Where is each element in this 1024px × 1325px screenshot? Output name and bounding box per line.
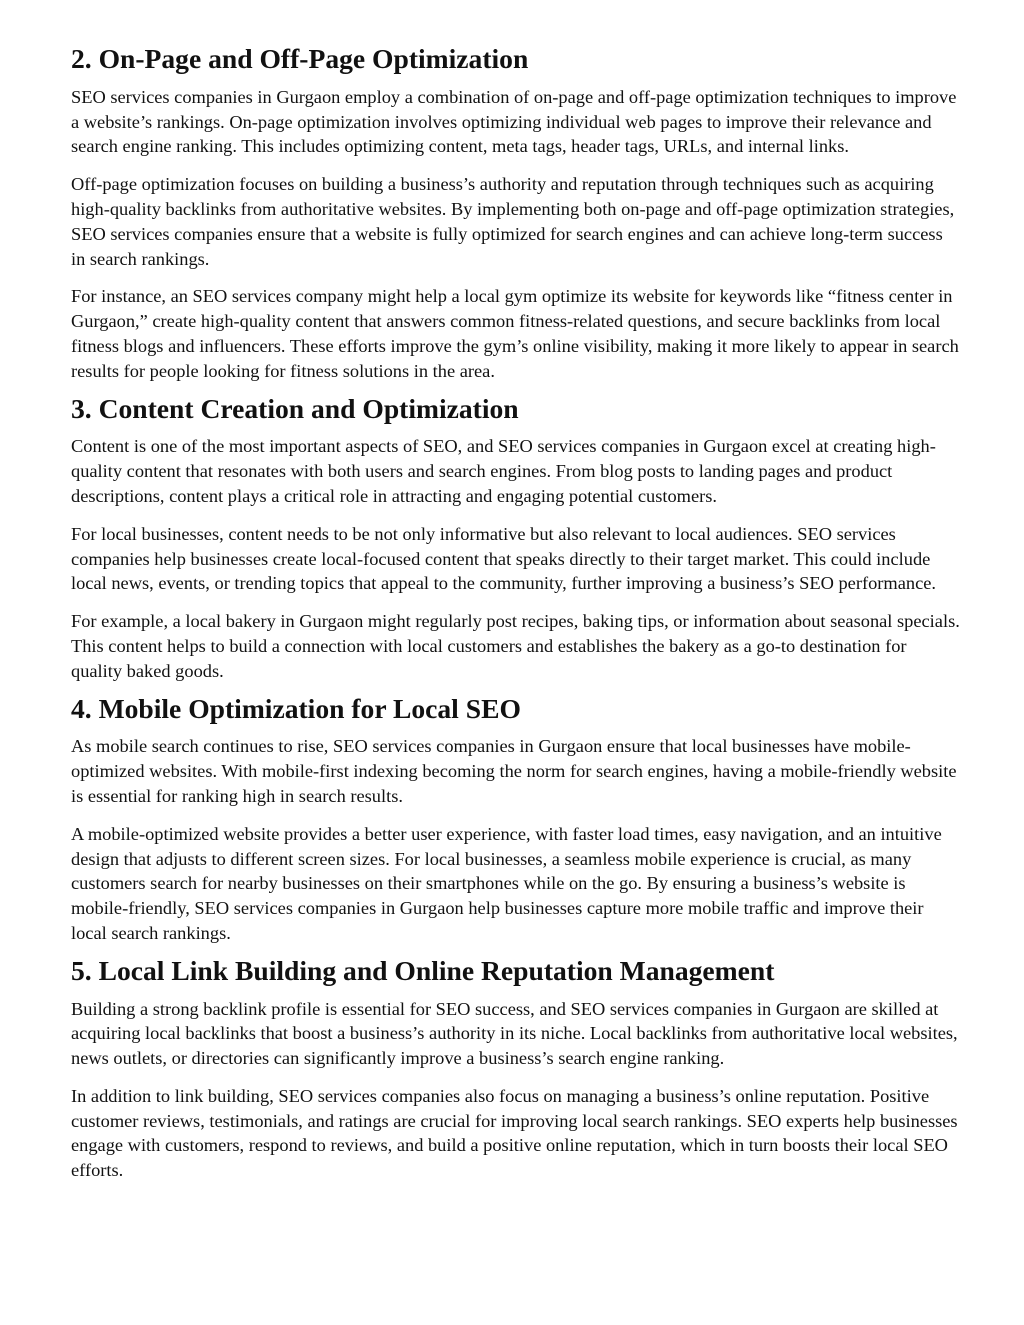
paragraph: For example, a local bakery in Gurgaon might regularly post recipes, baking tips, or information about seasonal specials. This content helps to build a connection with local customers and establishes the bakery as a go-to destination for quality baked goods.	[71, 611, 960, 681]
section-link-building	[71, 954, 961, 1183]
section-mobile-optimization	[71, 692, 961, 946]
section-heading: 3. Content Creation and Optimization	[71, 392, 519, 424]
paragraph: For instance, an SEO services company might help a local gym optimize its website for keywords like “fitness center in Gurgaon,” create high-quality content that answers common fitness-related questions, and secure backlinks from local fitness blogs and influencers. These efforts improve the gym’s online visibility, making it more likely to appear in search results for people looking for fitness solutions in the area.	[71, 286, 959, 381]
section-content-creation	[71, 392, 961, 684]
paragraph: For local businesses, content needs to be not only informative but also relevant to local audiences. SEO services companies help businesses create local-focused content that speaks directly to their target market. This could include local news, events, or trending topics that appeal to the community, further improving a business’s SEO performance.	[71, 523, 936, 594]
section-heading: 4. Mobile Optimization for Local SEO	[71, 692, 521, 724]
paragraph: SEO services companies in Gurgaon employ a combination of on-page and off-page optimization techniques to improve a website’s rankings. On-page optimization involves optimizing individual web pages to improve their relevance and search engine ranking. This includes optimizing content, meta tags, header tags, URLs, and internal links.	[71, 86, 957, 157]
paragraph: Content is one of the most important aspects of SEO, and SEO services companies in Gurgaon excel at creating high-quality content that resonates with both users and search engines. From blog posts to landing pages and product descriptions, content plays a critical role in attracting and engaging potential customers.	[71, 436, 936, 506]
paragraph: In addition to link building, SEO services companies also focus on managing a business’s online reputation. Positive customer reviews, testimonials, and ratings are crucial for improving local search rankings. SEO experts help businesses engage with customers, respond to reviews, and build a positive online reputation, which in turn boosts their local SEO efforts.	[71, 1085, 958, 1181]
section-heading: 5. Local Link Building and Online Reputation Management	[71, 954, 775, 986]
paragraph: A mobile-optimized website provides a better user experience, with faster load times, easy navigation, and an intuitive design that adjusts to different screen sizes. For local businesses, a seamless mobile experience is crucial, as many customers search for nearby businesses on their smartphones while on the go. By ensuring a business’s website is mobile-friendly, SEO services companies in Gurgaon help businesses capture more mobile traffic and improve their local search rankings.	[71, 823, 942, 943]
paragraph: Building a strong backlink profile is essential for SEO success, and SEO services companies in Gurgaon are skilled at acquiring local backlinks that boost a business’s authority in its niche. Local backlinks from authoritative local websites, news outlets, or directories can significantly improve a business’s search engine ranking.	[71, 998, 958, 1069]
section-on-page-off-page	[71, 43, 961, 384]
paragraph: As mobile search continues to rise, SEO services companies in Gurgaon ensure that local businesses have mobile-optimized websites. With mobile-first indexing becoming the norm for search engines, having a mobile-friendly website is essential for ranking high in search results.	[71, 736, 957, 806]
section-heading: 2. On-Page and Off-Page Optimization	[71, 43, 529, 74]
document-page	[71, 43, 961, 1196]
paragraph: Off-page optimization focuses on building a business’s authority and reputation through techniques such as acquiring high-quality backlinks from authoritative websites. By implementing both on-page and off-page optimization strategies, SEO services companies ensure that a website is fully optimized for search engines and can achieve long-term success in search rankings.	[71, 174, 955, 269]
